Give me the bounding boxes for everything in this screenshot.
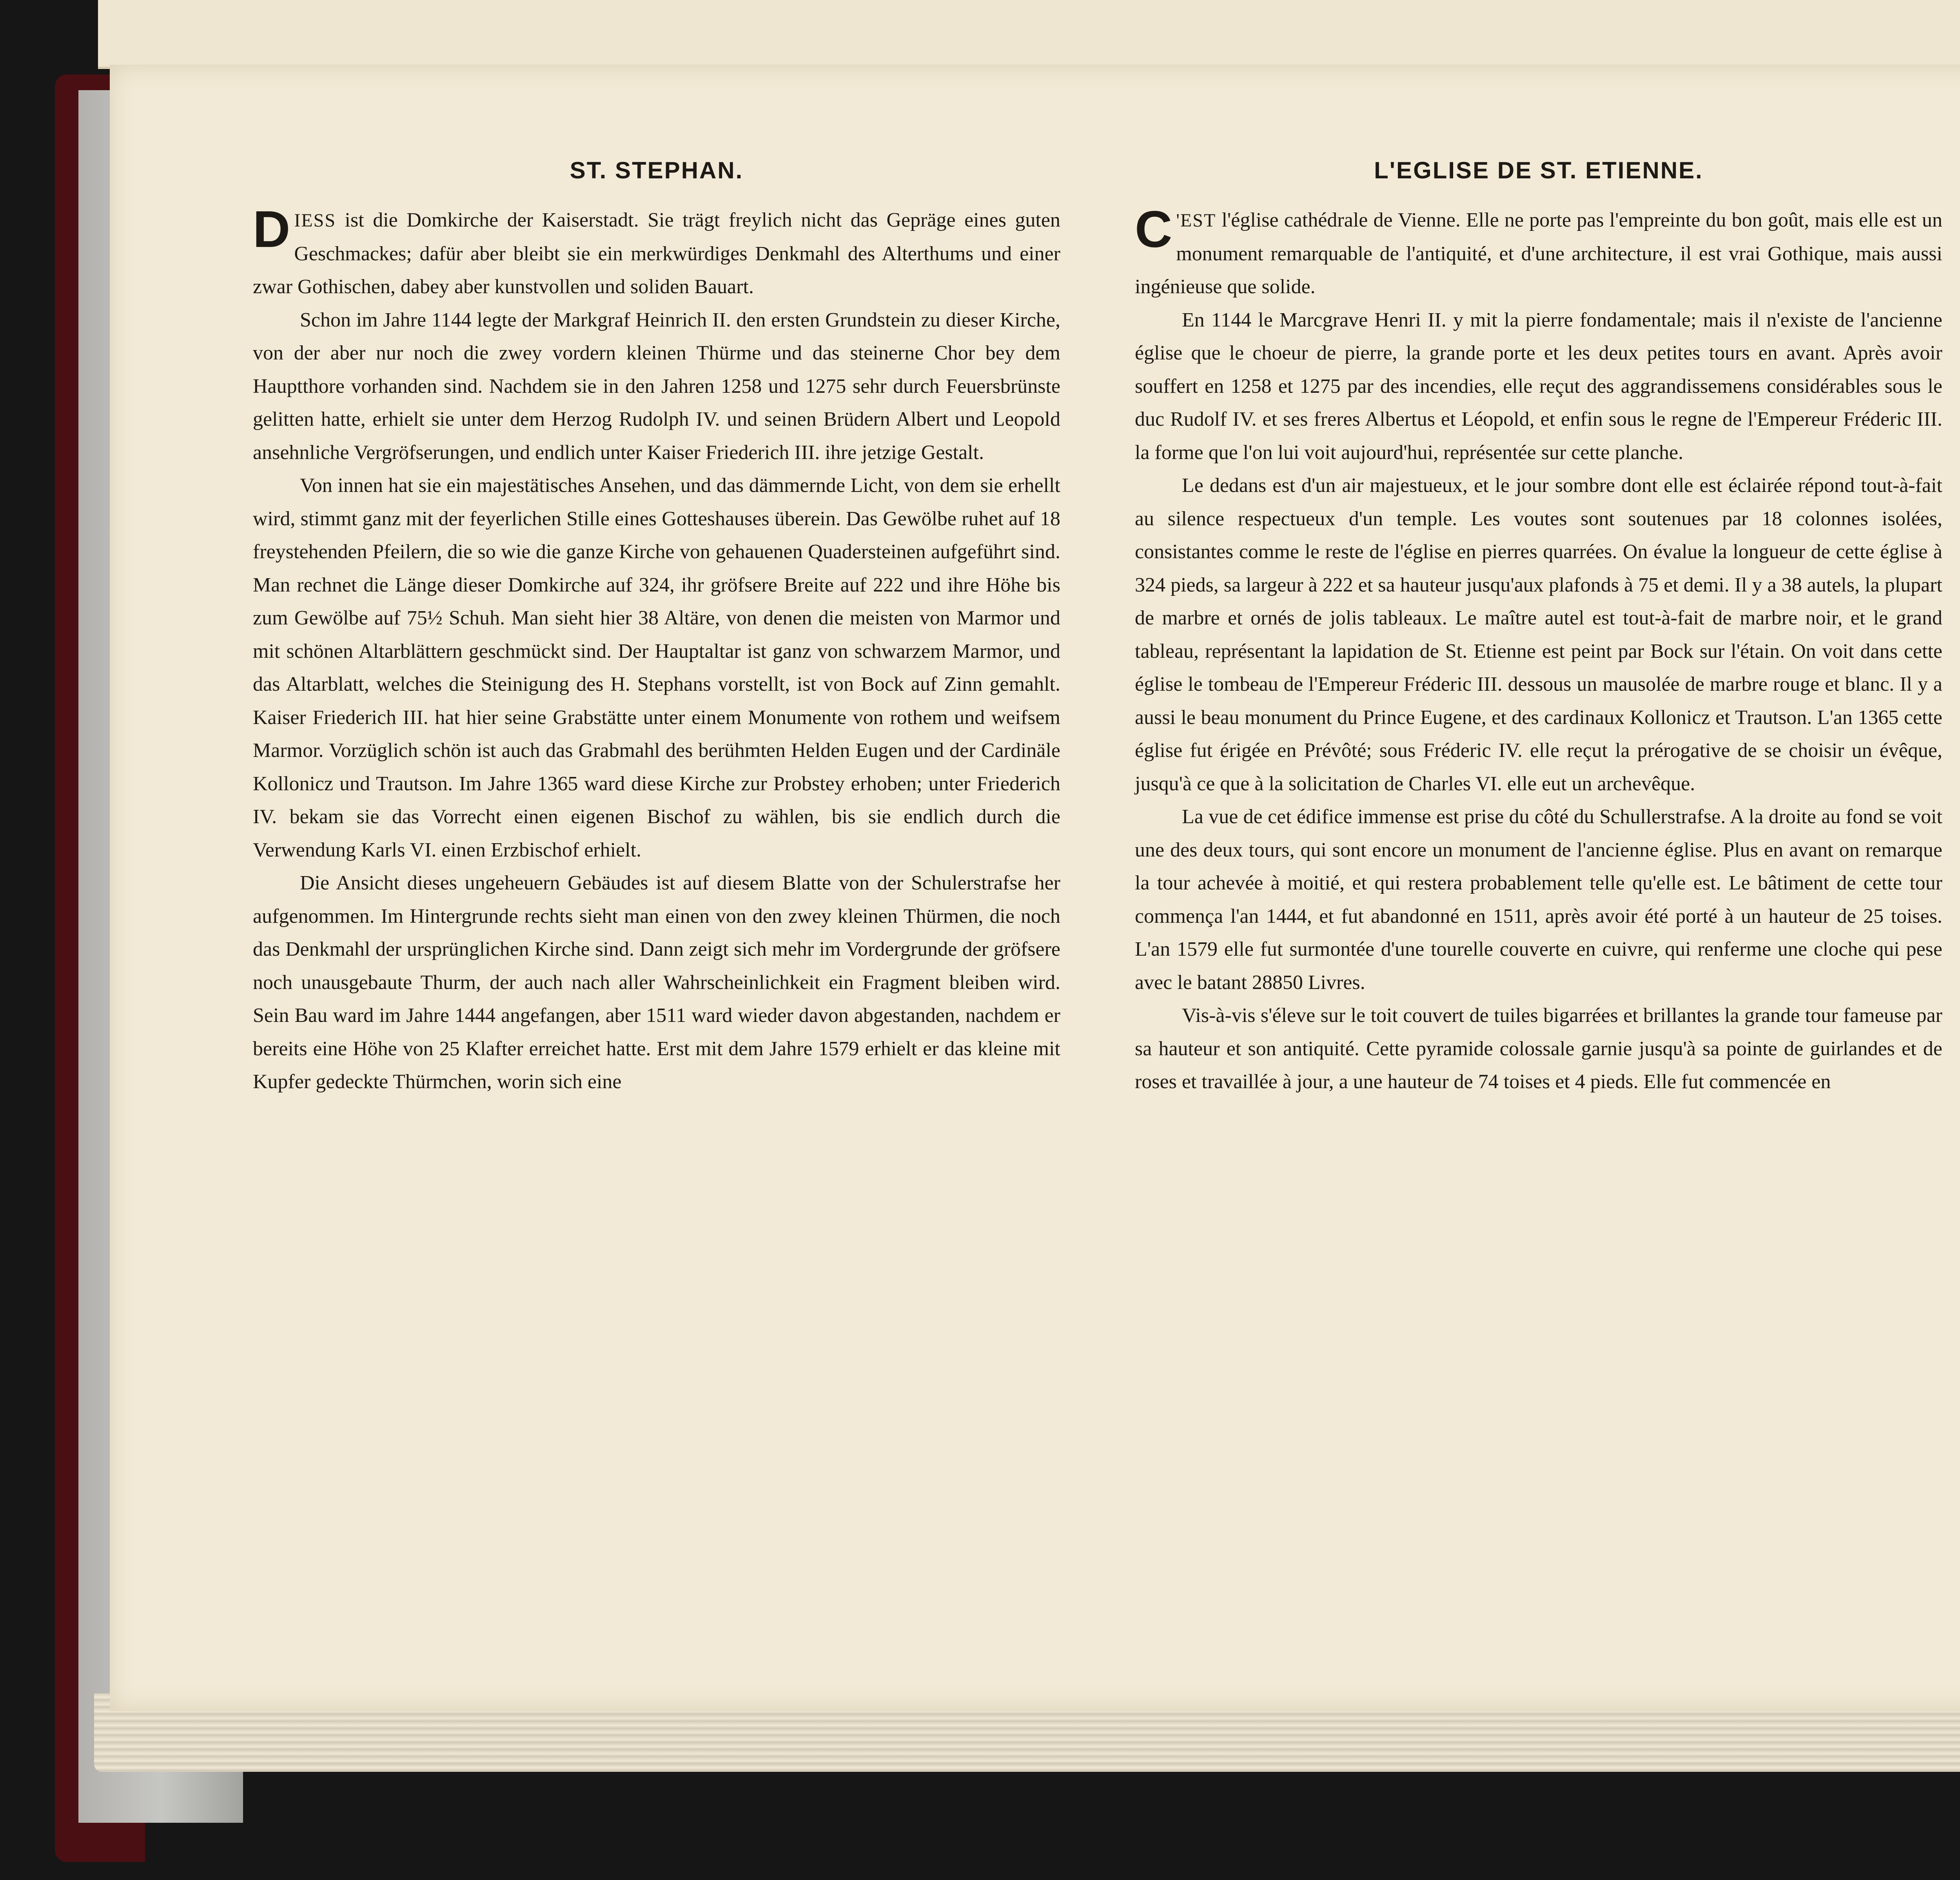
french-paragraph-3: Le dedans est d'un air majestueux, et le jour sombre dont elle est éclairée répond tout-à-fait au silence respectueux d'un temple. Les voutes sont soutenues par 18 colonnes isolées, consistantes comme le reste de l'église en pierres quarrées. On évalue la longueur de cette église à 324 pieds, sa largeur à 222 et sa hauteur jusqu'aux plafonds à 75 et demi. Il y a 38 autels, la plupart de marbre et ornés de jolis tableaux. Le maître autel est tout-à-fait de marbre noir, et le grand tableau, représentant la lapidation de St. Etienne est peint par Bock sur l'étain. On voit dans cette église le tombeau de l'Empereur Fréderic III. dessous un mausolée de marbre rouge et blanc. Il y a aussi le beau monument du Prince Eugene, et des cardinaux Kollonicz et Trautson. L'an 1365 cette église fut érigée en Prévôté; sous Fréderic IV. elle reçut la prérogative de se choisir un évêque, jusqu'à ce que à la solicitation de Charles VI. elle eut un archevêque. <box>1135 474 1942 795</box>
german-paragraph-4: Die Ansicht dieses ungeheuern Gebäudes ist auf diesem Blatte von der Schulerstrafse her aufgenommen. Im Hintergrunde rechts sieht man einen von den zwey kleinen Thürmen, die noch das Denkmahl der ursprünglichen Kirche sind. Dann zeigt sich mehr im Vordergrunde der gröfsere noch unausgebaute Thurm, der auch nach aller Wahrscheinlichkeit ein Fragment bleiben wird. Sein Bau ward im Jahre 1444 angefangen, aber 1511 ward wieder davon abgestanden, nachdem er bereits eine Höhe von 25 Klafter erreichet hatte. Erst mit dem Jahre 1579 erhielt er das kleine mit Kupfer gedeckte Thürmchen, worin sich eine <box>253 872 1060 1093</box>
german-text-column <box>253 153 1060 1099</box>
french-text-column <box>1135 153 1942 1099</box>
french-dropcap: C <box>1135 200 1172 258</box>
french-title: L'EGLISE DE ST. ETIENNE. <box>1374 157 1703 183</box>
german-paragraph-2: Schon im Jahre 1144 legte der Markgraf Heinrich II. den ersten Grundstein zu dieser Kirche, von der aber nur noch die zwey vordern kleinen Thürme und das steinerne Chor bey dem Hauptthore vorhanden sind. Nachdem sie in den Jahren 1258 und 1275 sehr durch Feuersbrünste gelitten hatte, erhielt sie unter dem Herzog Rudolph IV. und seinen Brüdern Albert und Leopold ansehnliche Vergröfserungen, und endlich unter Kaiser Friederich III. ihre jetzige Gestalt. <box>253 308 1060 464</box>
turned-page-edge <box>98 0 1960 69</box>
german-paragraph-1-text: ist die Domkirche der Kaiserstadt. Sie trägt freylich nicht das Gepräge eines guten Geschmackes; dafür aber bleibt sie ein merkwürdiges Denkmahl des Alterthums und einer zwar Gothischen, dabey aber kunstvollen und soliden Bauart. <box>253 209 1060 298</box>
german-first-word: IESS <box>294 210 336 231</box>
german-title: ST. STEPHAN. <box>570 157 744 183</box>
french-paragraph-2: En 1144 le Marcgrave Henri II. y mit la pierre fondamentale; mais il n'existe de l'ancienne église que le choeur de pierre, la grande porte et les deux petites tours en avant. Après avoir souffert en 1258 et 1275 par des incendies, elle reçut des aggrandissemens considérables sous le duc Rudolf IV. et ses freres Albertus et Léopold, et enfin sous le regne de l'Empereur Fréderic III. la forme que l'on lui voit aujourd'hui, représentée sur cette planche. <box>1135 308 1942 464</box>
german-dropcap: D <box>253 200 290 258</box>
french-paragraph-4: La vue de cet édifice immense est prise du côté du Schullerstrafse. A la droite au fond se voit une des deux tours, qui sont encore un monument de l'ancienne église. Plus en avant on remarque la tour achevée à moitié, et qui restera probablement telle qu'elle est. Le bâtiment de cette tour commença l'an 1444, et fut abandonné en 1511, après avoir été porté à un hauteur de 25 toises. L'an 1579 elle fut surmontée d'une tourelle couverte en cuivre, qui renferme une cloche qui pese avec le batant 28850 Livres. <box>1135 806 1942 994</box>
french-paragraph-5: Vis-à-vis s'éleve sur le toit couvert de tuiles bigarrées et brillantes la grande tour fameuse par sa hauteur et son antiquité. Cette pyramide colossale garnie jusqu'à sa pointe de guirlandes et de roses et travaillée à jour, a une hauteur de 74 toises et 4 pieds. Elle fut commencée en <box>1135 1004 1942 1093</box>
french-paragraph-1 <box>1135 200 1942 304</box>
french-first-word: 'EST <box>1176 210 1216 231</box>
german-paragraph-1 <box>253 200 1060 304</box>
french-paragraph-1-text: l'église cathédrale de Vienne. Elle ne porte pas l'empreinte du bon goût, mais elle est un monument remarquable de l'antiquité, et d'une architecture, il est vrai Gothique, mais aussi ingénieuse que solide. <box>1135 209 1942 298</box>
german-paragraph-3: Von innen hat sie ein majestätisches Ansehen, und das dämmernde Licht, von dem sie erhellt wird, stimmt ganz mit der feyerlichen Stille eines Gotteshauses überein. Das Gewölbe ruhet auf 18 freystehenden Pfeilern, die so wie die ganze Kirche von gehauenen Quadersteinen aufgeführt sind. Man rechnet die Länge dieser Domkirche auf 324, ihr gröfsere Breite auf 222 und ihre Höhe bis zum Gewölbe auf 75½ Schuh. Man sieht hier 38 Altäre, von denen die meisten von Marmor und mit schönen Altarblättern geschmückt sind. Der Hauptaltar ist ganz von schwarzem Marmor, und das Altarblatt, welches die Steinigung des H. Stephans vorstellt, ist von Bock auf Zinn gemahlt. Kaiser Friederich III. hat hier seine Grabstätte unter einem Monumente von rothem und weifsem Marmor. Vorzüglich schön ist auch das Grabmahl des berühmten Helden Eugen und der Cardinäle Kollonicz und Trautson. Im Jahre 1365 ward diese Kirche zur Probstey erhoben; unter Friederich IV. bekam sie das Vorrecht einen eigenen Bischof zu wählen, bis sie endlich durch die Verwendung Karls VI. einen Erzbischof erhielt. <box>253 474 1060 861</box>
